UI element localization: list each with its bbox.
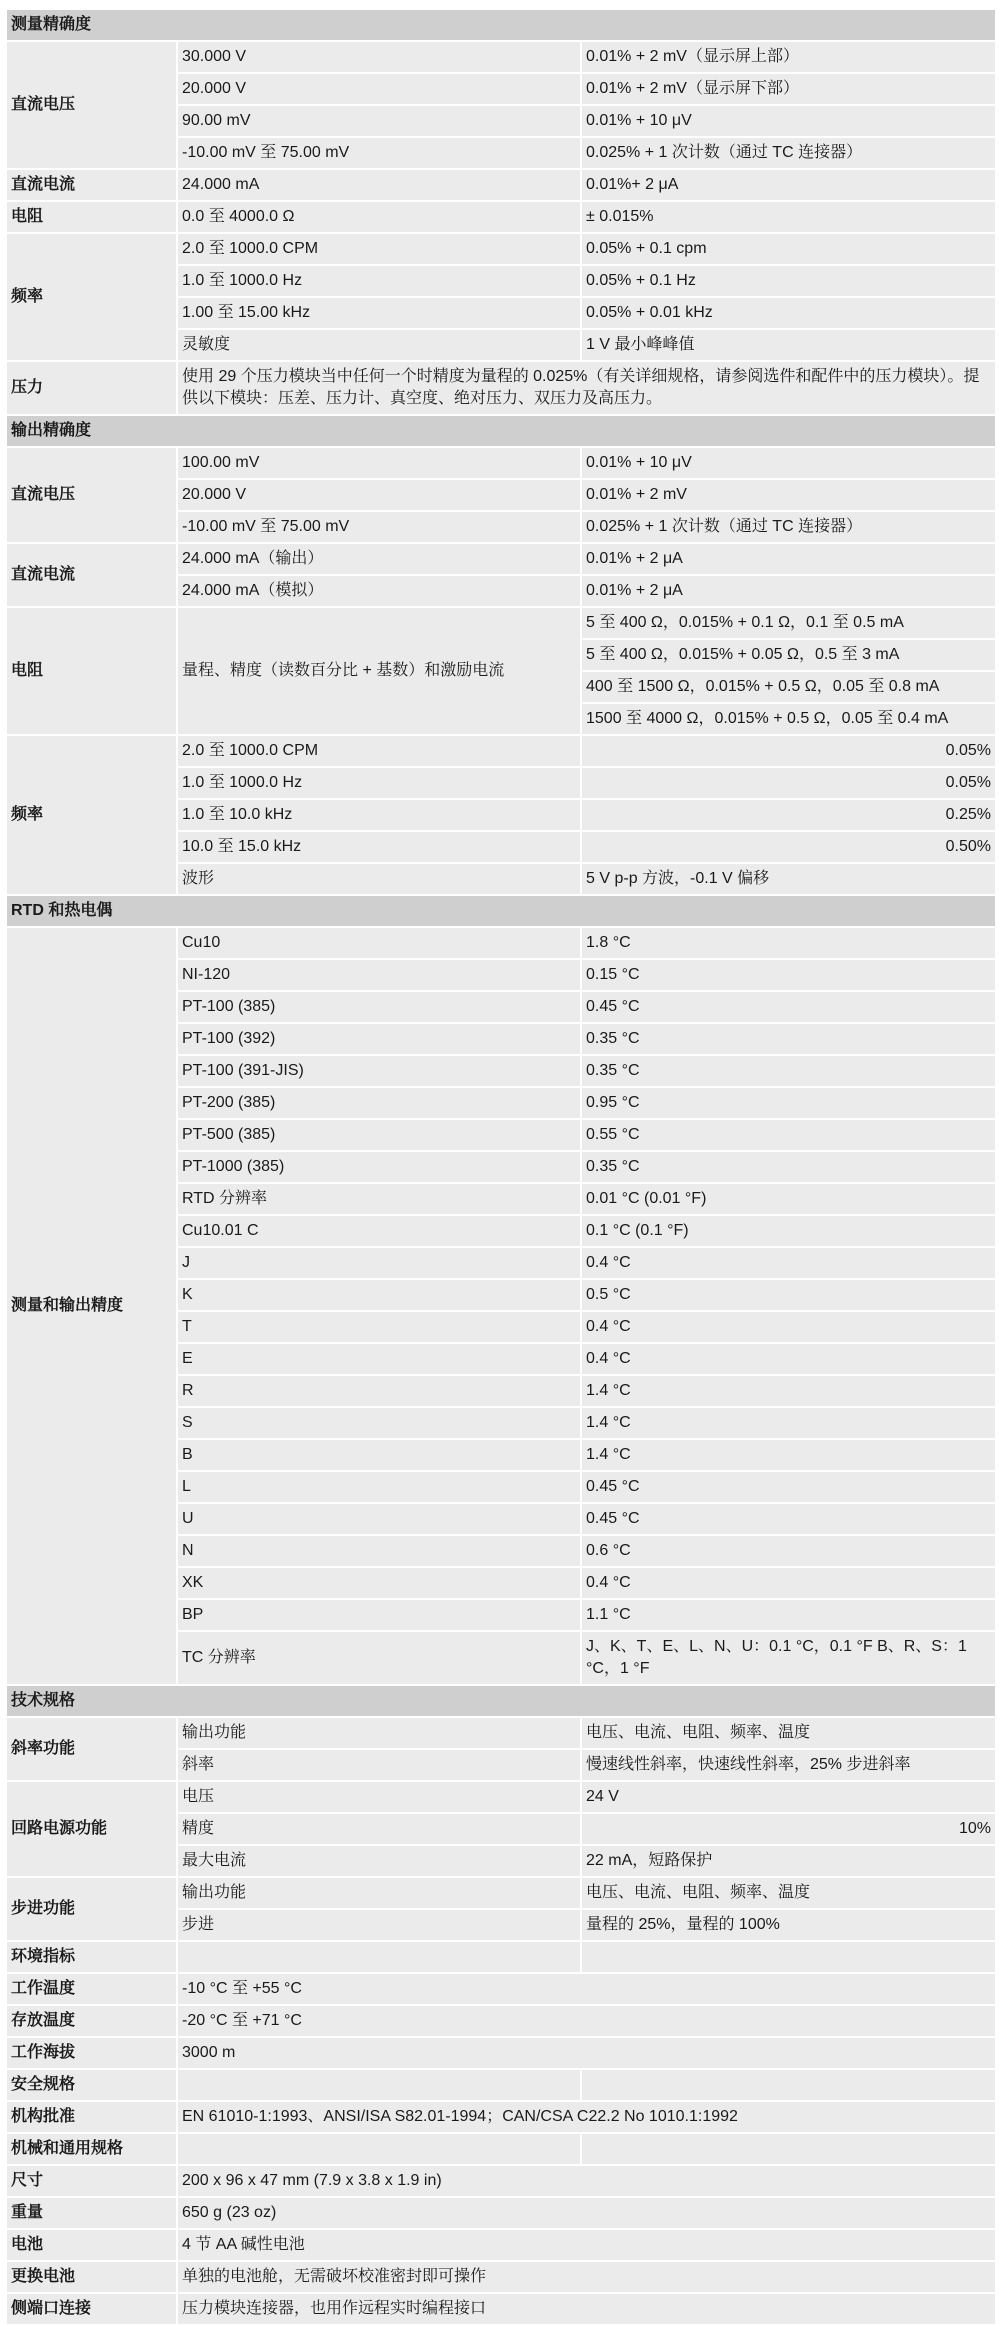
table-row xyxy=(6,233,996,265)
section-title: 技术规格 xyxy=(6,1685,996,1717)
spec-parameter: 1.0 至 1000.0 Hz xyxy=(177,265,581,297)
section-header-row xyxy=(6,895,996,927)
spec-value: 1500 至 4000 Ω，0.015% + 0.5 Ω，0.05 至 0.4 mA xyxy=(581,703,996,735)
table-row xyxy=(6,927,996,959)
spec-parameter: PT-1000 (385) xyxy=(177,1151,581,1183)
table-row xyxy=(6,2229,996,2261)
spec-parameter: U xyxy=(177,1503,581,1535)
spec-value: 0.01%+ 2 μA xyxy=(581,169,996,201)
spec-value: 1.4 °C xyxy=(581,1407,996,1439)
spec-parameter: 1.0 至 10.0 kHz xyxy=(177,799,581,831)
spec-parameter: TC 分辨率 xyxy=(177,1631,581,1685)
spec-value: 0.05% + 0.1 Hz xyxy=(581,265,996,297)
spec-value: 0.4 °C xyxy=(581,1311,996,1343)
spec-parameter xyxy=(177,1941,581,1973)
table-row xyxy=(6,1877,996,1909)
spec-value: 0.95 °C xyxy=(581,1087,996,1119)
spec-parameter: 精度 xyxy=(177,1813,581,1845)
spec-value: 0.4 °C xyxy=(581,1567,996,1599)
spec-value: 5 至 400 Ω，0.015% + 0.1 Ω，0.1 至 0.5 mA xyxy=(581,607,996,639)
table-row xyxy=(6,169,996,201)
table-row xyxy=(6,201,996,233)
table-row xyxy=(6,2197,996,2229)
row-label: 机械和通用规格 xyxy=(6,2133,177,2165)
spec-parameter: -10.00 mV 至 75.00 mV xyxy=(177,511,581,543)
spec-value: 0.01 °C (0.01 °F) xyxy=(581,1183,996,1215)
spec-value: 单独的电池舱，无需破坏校准密封即可操作 xyxy=(177,2261,996,2293)
spec-value: J、K、T、E、L、N、U：0.1 °C，0.1 °F B、R、S：1 °C，1 °F xyxy=(581,1631,996,1685)
spec-parameter: 100.00 mV xyxy=(177,447,581,479)
spec-value: 0.55 °C xyxy=(581,1119,996,1151)
spec-value: 400 至 1500 Ω，0.015% + 0.5 Ω，0.05 至 0.8 mA xyxy=(581,671,996,703)
spec-value: 0.01% + 2 μA xyxy=(581,543,996,575)
spec-parameter: 24.000 mA xyxy=(177,169,581,201)
table-row xyxy=(6,41,996,73)
spec-parameter: T xyxy=(177,1311,581,1343)
row-label: 侧端口连接 xyxy=(6,2293,177,2325)
spec-parameter: 步进 xyxy=(177,1909,581,1941)
spec-value: 0.15 °C xyxy=(581,959,996,991)
spec-value: EN 61010-1:1993、ANSI/ISA S82.01-1994；CAN/CSA C22.2 No 1010.1:1992 xyxy=(177,2101,996,2133)
row-label: 电池 xyxy=(6,2229,177,2261)
spec-parameter: -10.00 mV 至 75.00 mV xyxy=(177,137,581,169)
spec-value: 0.1 °C (0.1 °F) xyxy=(581,1215,996,1247)
row-label: 斜率功能 xyxy=(6,1717,177,1781)
spec-value: 0.45 °C xyxy=(581,1471,996,1503)
row-label: 直流电流 xyxy=(6,543,177,607)
table-row xyxy=(6,2101,996,2133)
table-row xyxy=(6,2293,996,2325)
spec-parameter: PT-100 (385) xyxy=(177,991,581,1023)
spec-value: 慢速线性斜率，快速线性斜率，25% 步进斜率 xyxy=(581,1749,996,1781)
row-label: 环境指标 xyxy=(6,1941,177,1973)
row-label: 直流电流 xyxy=(6,169,177,201)
spec-value: 0.05% xyxy=(581,735,996,767)
spec-parameter: 波形 xyxy=(177,863,581,895)
row-label: 直流电压 xyxy=(6,447,177,543)
spec-value: 22 mA，短路保护 xyxy=(581,1845,996,1877)
table-row xyxy=(6,735,996,767)
spec-value: 压力模块连接器，也用作远程实时编程接口 xyxy=(177,2293,996,2325)
spec-parameter: 最大电流 xyxy=(177,1845,581,1877)
spec-parameter: 2.0 至 1000.0 CPM xyxy=(177,233,581,265)
table-row xyxy=(6,2005,996,2037)
spec-parameter xyxy=(177,2069,581,2101)
spec-parameter: 20.000 V xyxy=(177,73,581,105)
spec-parameter: 2.0 至 1000.0 CPM xyxy=(177,735,581,767)
spec-value: 量程的 25%，量程的 100% xyxy=(581,1909,996,1941)
spec-value: 0.45 °C xyxy=(581,991,996,1023)
spec-parameter xyxy=(177,2133,581,2165)
spec-parameter: PT-100 (391-JIS) xyxy=(177,1055,581,1087)
row-label: 电阻 xyxy=(6,607,177,735)
spec-value: 24 V xyxy=(581,1781,996,1813)
row-label: 步进功能 xyxy=(6,1877,177,1941)
spec-parameter: 10.0 至 15.0 kHz xyxy=(177,831,581,863)
section-title: 输出精确度 xyxy=(6,415,996,447)
spec-value: 650 g (23 oz) xyxy=(177,2197,996,2229)
spec-value: 电压、电流、电阻、频率、温度 xyxy=(581,1717,996,1749)
spec-value: 0.05% xyxy=(581,767,996,799)
spec-parameter: PT-200 (385) xyxy=(177,1087,581,1119)
spec-value: 0.05% + 0.01 kHz xyxy=(581,297,996,329)
table-row xyxy=(6,1781,996,1813)
table-row xyxy=(6,447,996,479)
spec-parameter: B xyxy=(177,1439,581,1471)
spec-parameter: 电压 xyxy=(177,1781,581,1813)
row-label: 频率 xyxy=(6,233,177,361)
row-label: 机构批准 xyxy=(6,2101,177,2133)
row-label: 重量 xyxy=(6,2197,177,2229)
spec-parameter: E xyxy=(177,1343,581,1375)
row-label: 频率 xyxy=(6,735,177,895)
spec-value: -20 °C 至 +71 °C xyxy=(177,2005,996,2037)
spec-parameter: 输出功能 xyxy=(177,1877,581,1909)
row-label: 安全规格 xyxy=(6,2069,177,2101)
spec-parameter: S xyxy=(177,1407,581,1439)
spec-parameter: PT-100 (392) xyxy=(177,1023,581,1055)
spec-value: 1.1 °C xyxy=(581,1599,996,1631)
spec-parameter: 量程、精度（读数百分比 + 基数）和激励电流 xyxy=(177,607,581,735)
spec-value: 0.01% + 2 mV xyxy=(581,479,996,511)
spec-value: 0.05% + 0.1 cpm xyxy=(581,233,996,265)
section-header-row xyxy=(6,415,996,447)
spec-parameter: 90.00 mV xyxy=(177,105,581,137)
spec-parameter: 24.000 mA（输出） xyxy=(177,543,581,575)
spec-parameter: 斜率 xyxy=(177,1749,581,1781)
row-label: 压力 xyxy=(6,361,177,415)
row-label: 电阻 xyxy=(6,201,177,233)
spec-value: 0.025% + 1 次计数（通过 TC 连接器） xyxy=(581,511,996,543)
spec-parameter: XK xyxy=(177,1567,581,1599)
spec-value: ± 0.015% xyxy=(581,201,996,233)
spec-value: 0.50% xyxy=(581,831,996,863)
row-label: 更换电池 xyxy=(6,2261,177,2293)
spec-value: 0.01% + 10 μV xyxy=(581,105,996,137)
row-label: 工作海拔 xyxy=(6,2037,177,2069)
spec-parameter: N xyxy=(177,1535,581,1567)
spec-value: 0.4 °C xyxy=(581,1247,996,1279)
table-row xyxy=(6,543,996,575)
spec-value: 1.4 °C xyxy=(581,1439,996,1471)
spec-parameter: 0.0 至 4000.0 Ω xyxy=(177,201,581,233)
spec-table xyxy=(5,8,997,2326)
section-title: 测量精确度 xyxy=(6,9,996,41)
spec-parameter: RTD 分辨率 xyxy=(177,1183,581,1215)
section-header-row xyxy=(6,1685,996,1717)
section-header-row xyxy=(6,9,996,41)
table-row xyxy=(6,1941,996,1973)
spec-parameter: 30.000 V xyxy=(177,41,581,73)
section-title: RTD 和热电偶 xyxy=(6,895,996,927)
table-row xyxy=(6,607,996,639)
table-row xyxy=(6,2037,996,2069)
spec-parameter: R xyxy=(177,1375,581,1407)
spec-parameter: NI-120 xyxy=(177,959,581,991)
spec-parameter: BP xyxy=(177,1599,581,1631)
spec-value: 0.01% + 2 μA xyxy=(581,575,996,607)
spec-parameter: 输出功能 xyxy=(177,1717,581,1749)
spec-parameter: 24.000 mA（模拟） xyxy=(177,575,581,607)
spec-value: 5 V p-p 方波，-0.1 V 偏移 xyxy=(581,863,996,895)
spec-parameter: Cu10 xyxy=(177,927,581,959)
spec-parameter: PT-500 (385) xyxy=(177,1119,581,1151)
spec-value: 1.8 °C xyxy=(581,927,996,959)
spec-parameter: 1.00 至 15.00 kHz xyxy=(177,297,581,329)
spec-value: 0.35 °C xyxy=(581,1151,996,1183)
spec-parameter: 灵敏度 xyxy=(177,329,581,361)
spec-value: 0.4 °C xyxy=(581,1343,996,1375)
spec-parameter: J xyxy=(177,1247,581,1279)
row-label: 工作温度 xyxy=(6,1973,177,2005)
spec-value: 0.01% + 10 μV xyxy=(581,447,996,479)
spec-value: -10 °C 至 +55 °C xyxy=(177,1973,996,2005)
row-label: 直流电压 xyxy=(6,41,177,169)
spec-value: 0.25% xyxy=(581,799,996,831)
spec-value: 1.4 °C xyxy=(581,1375,996,1407)
table-row xyxy=(6,361,996,415)
spec-value: 3000 m xyxy=(177,2037,996,2069)
table-row xyxy=(6,1973,996,2005)
spec-value: 0.35 °C xyxy=(581,1055,996,1087)
spec-value: 0.6 °C xyxy=(581,1535,996,1567)
spec-value xyxy=(581,2133,996,2165)
spec-parameter: K xyxy=(177,1279,581,1311)
spec-parameter: L xyxy=(177,1471,581,1503)
spec-parameter: Cu10.01 C xyxy=(177,1215,581,1247)
spec-value: 5 至 400 Ω，0.015% + 0.05 Ω，0.5 至 3 mA xyxy=(581,639,996,671)
spec-parameter: 20.000 V xyxy=(177,479,581,511)
spec-value: 0.35 °C xyxy=(581,1023,996,1055)
spec-value: 0.5 °C xyxy=(581,1279,996,1311)
spec-value xyxy=(581,2069,996,2101)
spec-value: 0.025% + 1 次计数（通过 TC 连接器） xyxy=(581,137,996,169)
table-row xyxy=(6,1717,996,1749)
table-row xyxy=(6,2069,996,2101)
spec-value: 1 V 最小峰峰值 xyxy=(581,329,996,361)
row-label: 回路电源功能 xyxy=(6,1781,177,1877)
table-row xyxy=(6,2165,996,2197)
spec-value xyxy=(581,1941,996,1973)
spec-value: 200 x 96 x 47 mm (7.9 x 3.8 x 1.9 in) xyxy=(177,2165,996,2197)
spec-value: 电压、电流、电阻、频率、温度 xyxy=(581,1877,996,1909)
row-label: 存放温度 xyxy=(6,2005,177,2037)
row-label: 尺寸 xyxy=(6,2165,177,2197)
spec-value: 0.45 °C xyxy=(581,1503,996,1535)
spec-value: 10% xyxy=(581,1813,996,1845)
spec-value: 4 节 AA 碱性电池 xyxy=(177,2229,996,2261)
spec-value: 0.01% + 2 mV（显示屏下部） xyxy=(581,73,996,105)
table-row xyxy=(6,2261,996,2293)
spec-value: 使用 29 个压力模块当中任何一个时精度为量程的 0.025%（有关详细规格，请参阅选件和配件中的压力模块）。提供以下模块：压差、压力计、真空度、绝对压力、双压力及高压力。 xyxy=(177,361,996,415)
row-label: 测量和输出精度 xyxy=(6,927,177,1685)
spec-sheet xyxy=(5,8,995,2326)
table-row xyxy=(6,2133,996,2165)
spec-parameter: 1.0 至 1000.0 Hz xyxy=(177,767,581,799)
spec-value: 0.01% + 2 mV（显示屏上部） xyxy=(581,41,996,73)
